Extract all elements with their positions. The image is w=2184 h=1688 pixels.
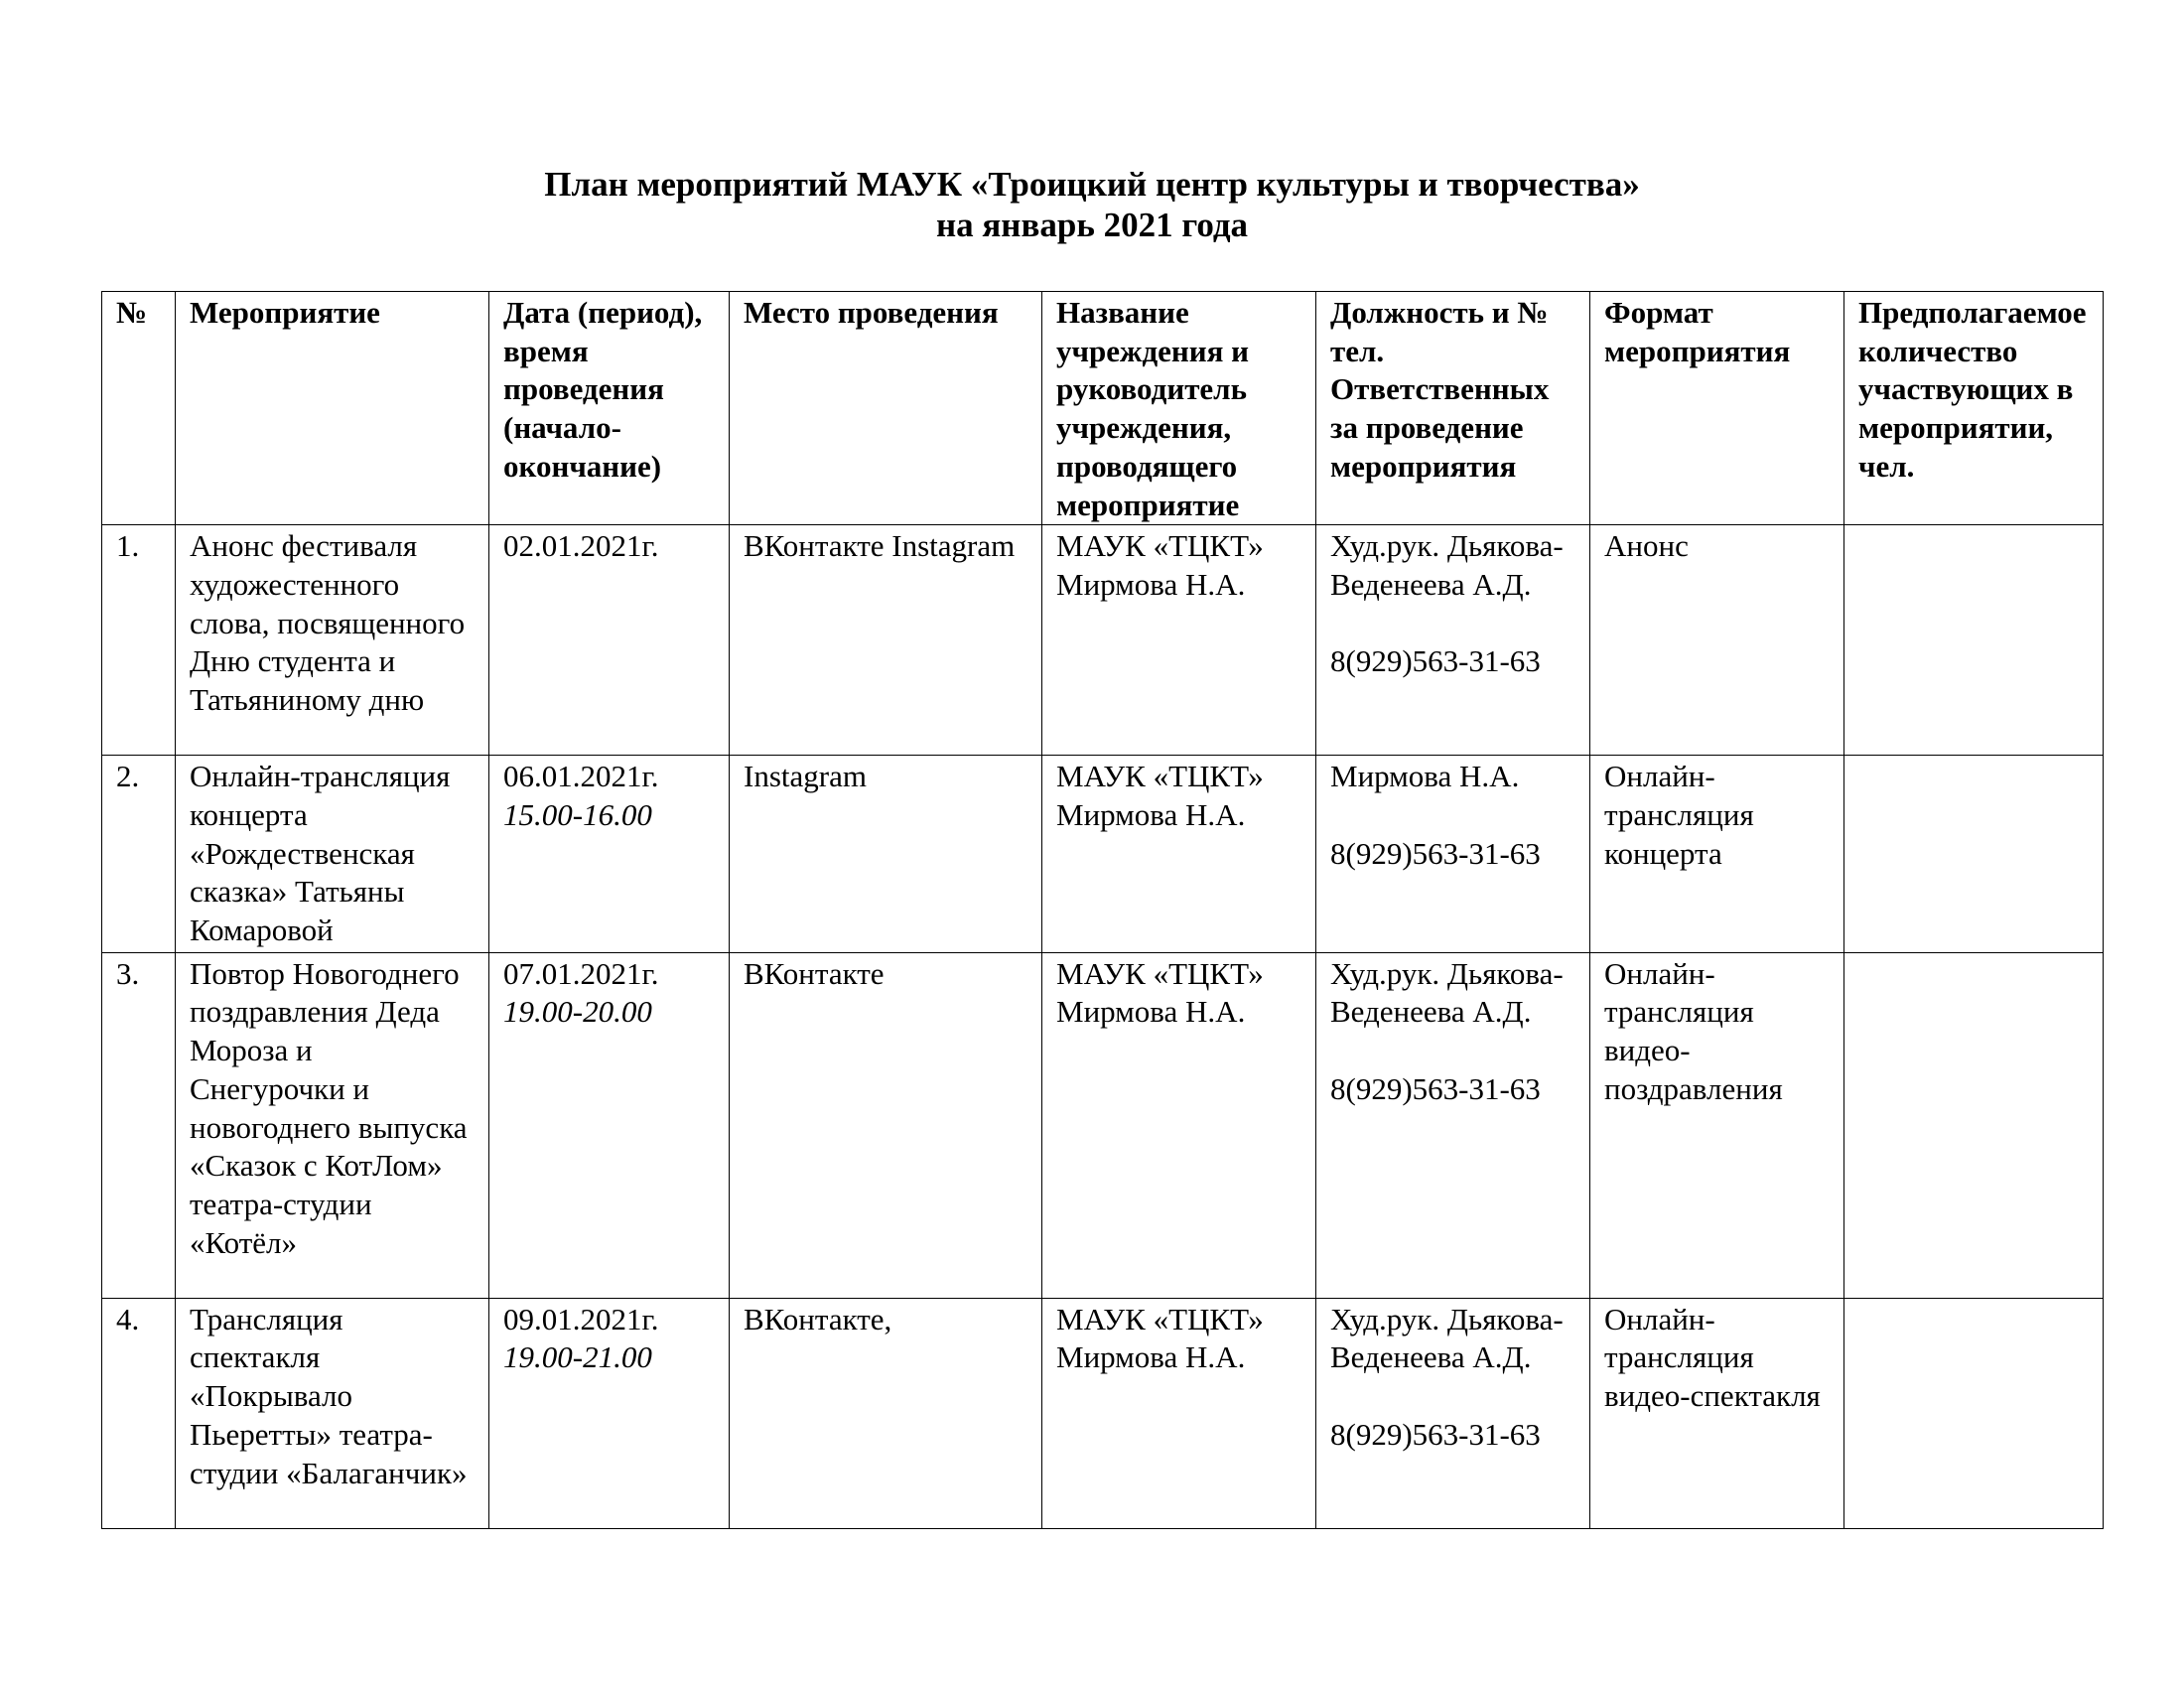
event-time: 19.00-21.00 (503, 1339, 652, 1375)
responsible-phone: 8(929)563-31-63 (1330, 1416, 1541, 1452)
responsible-name: Мирмова Н.А. (1330, 759, 1520, 794)
page-subtitle: на январь 2021 года (935, 206, 1249, 244)
cell-responsible (1316, 756, 1590, 953)
cell-date (489, 952, 730, 1298)
cell-date (489, 525, 730, 756)
cell-organization (1042, 1298, 1316, 1528)
organization-head: Мирмова Н.А. (1056, 994, 1246, 1030)
event-time: 15.00-16.00 (503, 796, 652, 832)
header-organization: Название учреждения и руководитель учреждения, проводящего мероприятие (1042, 292, 1316, 525)
cell-number: 3. (102, 952, 176, 1298)
page-title: План мероприятий МАУК «Троицкий центр культуры и творчества» (544, 165, 1640, 204)
cell-number: 2. (102, 756, 176, 953)
organization-head: Мирмова Н.А. (1056, 796, 1246, 832)
header-place: Место проведения (730, 292, 1042, 525)
table-row (102, 756, 2104, 953)
responsible-name: Худ.рук. Дьякова-Веденеева А.Д. (1330, 955, 1564, 1030)
table-row (102, 525, 2104, 756)
cell-responsible (1316, 952, 1590, 1298)
cell-format: Онлайн-трансляция концерта (1590, 756, 1844, 953)
event-time: 19.00-20.00 (503, 994, 652, 1030)
header-event: Мероприятие (176, 292, 489, 525)
cell-event: Повтор Новогоднего поздравления Деда Мороза и Снегурочки и новогоднего выпуска «Сказок с КотЛом» театра-студии «Котёл» (176, 952, 489, 1298)
responsible-phone: 8(929)563-31-63 (1330, 835, 1541, 871)
cell-event: Трансляция спектакля «Покрывало Пьеретты» театра-студии «Балаганчик» (176, 1298, 489, 1528)
cell-format: Онлайн-трансляция видео-спектакля (1590, 1298, 1844, 1528)
organization-name: МАУК «ТЦКТ» (1056, 955, 1264, 991)
responsible-phone: 8(929)563-31-63 (1330, 1070, 1541, 1106)
header-format: Формат мероприятия (1590, 292, 1844, 525)
cell-format: Анонс (1590, 525, 1844, 756)
events-table (101, 291, 2104, 1529)
organization-head: Мирмова Н.А. (1056, 566, 1246, 602)
cell-organization (1042, 952, 1316, 1298)
responsible-phone: 8(929)563-31-63 (1330, 643, 1541, 679)
table-row (102, 1298, 2104, 1528)
header-participants: Предполагаемое количество участвующих в мероприятии, чел. (1844, 292, 2104, 525)
cell-date (489, 1298, 730, 1528)
cell-organization (1042, 525, 1316, 756)
cell-organization (1042, 756, 1316, 953)
table-row (102, 952, 2104, 1298)
cell-event: Онлайн-трансляция концерта «Рождественская сказка» Татьяны Комаровой (176, 756, 489, 953)
cell-participants (1844, 952, 2104, 1298)
organization-name: МАУК «ТЦКТ» (1056, 528, 1264, 564)
cell-responsible (1316, 1298, 1590, 1528)
cell-place: ВКонтакте (730, 952, 1042, 1298)
header-responsible: Должность и № тел. Ответственных за проведение мероприятия (1316, 292, 1590, 525)
organization-head: Мирмова Н.А. (1056, 1339, 1246, 1375)
header-number: № (102, 292, 176, 525)
event-date: 02.01.2021г. (503, 528, 659, 564)
cell-date (489, 756, 730, 953)
event-date: 09.01.2021г. (503, 1301, 659, 1336)
organization-name: МАУК «ТЦКТ» (1056, 759, 1264, 794)
cell-participants (1844, 525, 2104, 756)
cell-format: Онлайн-трансляция видео-поздравления (1590, 952, 1844, 1298)
header-date: Дата (период), время проведения (начало-окончание) (489, 292, 730, 525)
organization-name: МАУК «ТЦКТ» (1056, 1301, 1264, 1336)
cell-place: Instagram (730, 756, 1042, 953)
cell-event: Анонс фестиваля художестенного слова, посвященного Дню студента и Татьяниному дню (176, 525, 489, 756)
event-date: 06.01.2021г. (503, 759, 659, 794)
cell-responsible (1316, 525, 1590, 756)
cell-number: 1. (102, 525, 176, 756)
cell-place: ВКонтакте Instagram (730, 525, 1042, 756)
responsible-name: Худ.рук. Дьякова-Веденеева А.Д. (1330, 528, 1564, 602)
table-header-row (102, 292, 2104, 525)
cell-participants (1844, 1298, 2104, 1528)
responsible-name: Худ.рук. Дьякова-Веденеева А.Д. (1330, 1301, 1564, 1375)
cell-place: ВКонтакте, (730, 1298, 1042, 1528)
cell-participants (1844, 756, 2104, 953)
cell-number: 4. (102, 1298, 176, 1528)
event-date: 07.01.2021г. (503, 955, 659, 991)
